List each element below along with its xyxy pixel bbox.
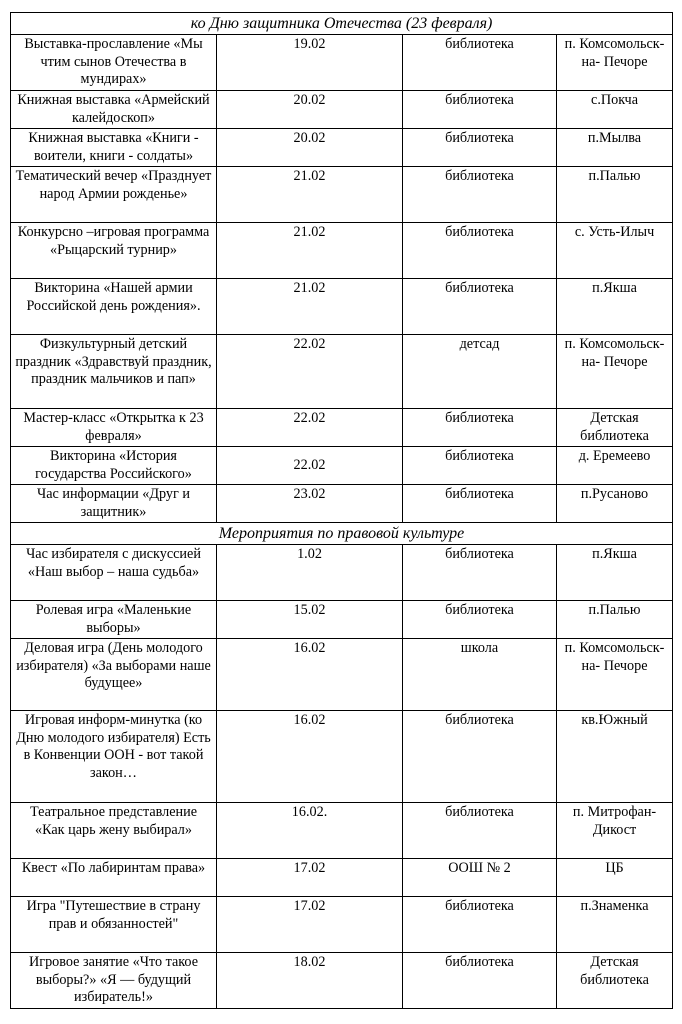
place-cell: п.Мылва: [557, 129, 673, 167]
table-row: [11, 35, 673, 91]
date-cell: 21.02: [217, 167, 403, 223]
date-cell: 22.02: [217, 335, 403, 409]
place-cell: кв.Южный: [557, 711, 673, 803]
event-cell: Театральное представление «Как царь жену выбирал»: [11, 803, 217, 859]
section-header-row: [11, 523, 673, 545]
venue-cell: библиотека: [403, 91, 557, 129]
event-cell: Игровая информ-минутка (ко Дню молодого избирателя) Есть в Конвенции ООН - вот такой закон…: [11, 711, 217, 803]
venue-cell: библиотека: [403, 35, 557, 91]
table-row: [11, 803, 673, 859]
section-header-row: [11, 13, 673, 35]
venue-cell: библиотека: [403, 447, 557, 485]
date-cell: 23.02: [217, 485, 403, 523]
date-cell: 20.02: [217, 91, 403, 129]
venue-cell: библиотека: [403, 279, 557, 335]
venue-cell: библиотека: [403, 803, 557, 859]
venue-cell: библиотека: [403, 601, 557, 639]
venue-cell: библиотека: [403, 953, 557, 1009]
table-row: [11, 223, 673, 279]
table-row: [11, 639, 673, 711]
date-cell: 20.02: [217, 129, 403, 167]
table-row: [11, 545, 673, 601]
place-cell: с. Усть-Илыч: [557, 223, 673, 279]
venue-cell: библиотека: [403, 409, 557, 447]
place-cell: Детская библиотека: [557, 409, 673, 447]
date-cell: 1.02: [217, 545, 403, 601]
place-cell: п.Знаменка: [557, 897, 673, 953]
place-cell: п.Палью: [557, 167, 673, 223]
event-cell: Тематический вечер «Празднует народ Армии рожденье»: [11, 167, 217, 223]
table-row: [11, 601, 673, 639]
place-cell: п. Комсомольск-на- Печоре: [557, 639, 673, 711]
table-row: [11, 953, 673, 1009]
event-cell: Викторина «История государства Российского»: [11, 447, 217, 485]
date-cell: 17.02: [217, 897, 403, 953]
place-cell: п.Якша: [557, 279, 673, 335]
date-cell: 16.02: [217, 639, 403, 711]
place-cell: с.Покча: [557, 91, 673, 129]
venue-cell: библиотека: [403, 223, 557, 279]
event-cell: Конкурсно –игровая программа «Рыцарский турнир»: [11, 223, 217, 279]
table-row: [11, 485, 673, 523]
place-cell: п. Митрофан-Дикост: [557, 803, 673, 859]
date-cell: 16.02.: [217, 803, 403, 859]
table-row: [11, 167, 673, 223]
place-cell: Детская библиотека: [557, 953, 673, 1009]
section-title: ко Дню защитника Отечества (23 февраля): [11, 13, 673, 35]
place-cell: п.Якша: [557, 545, 673, 601]
date-cell: 17.02: [217, 859, 403, 897]
place-cell: п.Русаново: [557, 485, 673, 523]
venue-cell: ООШ № 2: [403, 859, 557, 897]
event-cell: Игра "Путешествие в страну прав и обязанностей": [11, 897, 217, 953]
date-cell: 22.02: [217, 447, 403, 485]
table-row: [11, 279, 673, 335]
table-row: [11, 129, 673, 167]
table-row: [11, 859, 673, 897]
venue-cell: детсад: [403, 335, 557, 409]
place-cell: ЦБ: [557, 859, 673, 897]
date-cell: 16.02: [217, 711, 403, 803]
place-cell: д. Еремеево: [557, 447, 673, 485]
venue-cell: библиотека: [403, 545, 557, 601]
date-cell: 21.02: [217, 223, 403, 279]
table-row: [11, 91, 673, 129]
events-table: [10, 12, 673, 1009]
table-row: [11, 335, 673, 409]
event-cell: Ролевая игра «Маленькие выборы»: [11, 601, 217, 639]
event-cell: Квест «По лабиринтам права»: [11, 859, 217, 897]
event-cell: Выставка-прославление «Мы чтим сынов Отечества в мундирах»: [11, 35, 217, 91]
venue-cell: библиотека: [403, 167, 557, 223]
event-cell: Час информации «Друг и защитник»: [11, 485, 217, 523]
event-cell: Час избирателя с дискуссией «Наш выбор – наша судьба»: [11, 545, 217, 601]
date-cell: 21.02: [217, 279, 403, 335]
venue-cell: библиотека: [403, 129, 557, 167]
event-cell: Игровое занятие «Что такое выборы?» «Я — будущий избиратель!»: [11, 953, 217, 1009]
event-cell: Мастер-класс «Открытка к 23 февраля»: [11, 409, 217, 447]
event-cell: Книжная выставка «Книги - воители, книги - солдаты»: [11, 129, 217, 167]
table-row: [11, 897, 673, 953]
event-cell: Физкультурный детский праздник «Здравствуй праздник, праздник мальчиков и пап»: [11, 335, 217, 409]
place-cell: п.Палью: [557, 601, 673, 639]
event-cell: Книжная выставка «Армейский калейдоскоп»: [11, 91, 217, 129]
table-row: [11, 447, 673, 485]
venue-cell: библиотека: [403, 711, 557, 803]
place-cell: п. Комсомольск-на- Печоре: [557, 335, 673, 409]
venue-cell: библиотека: [403, 485, 557, 523]
table-row: [11, 409, 673, 447]
date-cell: 18.02: [217, 953, 403, 1009]
event-cell: Викторина «Нашей армии Российской день рождения».: [11, 279, 217, 335]
place-cell: п. Комсомольск-на- Печоре: [557, 35, 673, 91]
event-cell: Деловая игра (День молодого избирателя) «За выборами наше будущее»: [11, 639, 217, 711]
section-title: Мероприятия по правовой культуре: [11, 523, 673, 545]
table-row: [11, 711, 673, 803]
date-cell: 22.02: [217, 409, 403, 447]
date-cell: 15.02: [217, 601, 403, 639]
venue-cell: библиотека: [403, 897, 557, 953]
date-cell: 19.02: [217, 35, 403, 91]
venue-cell: школа: [403, 639, 557, 711]
